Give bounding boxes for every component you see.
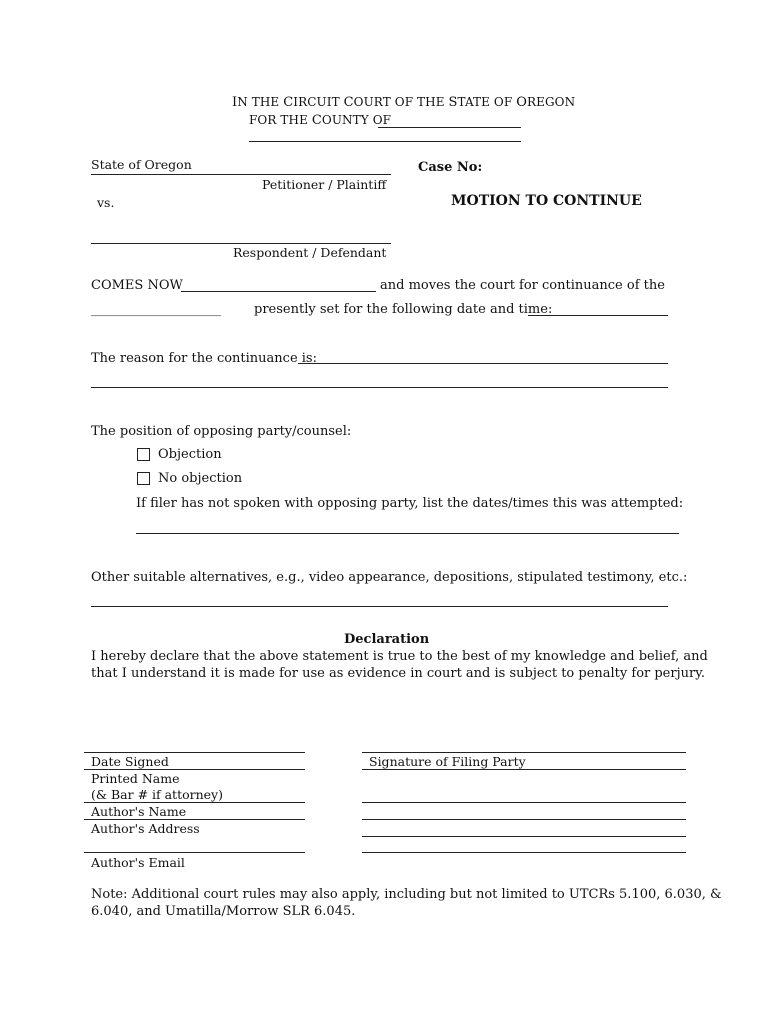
court-text: N THE [237, 95, 284, 109]
matter-blank[interactable]: ____________________ [91, 302, 221, 317]
alternatives-line[interactable] [91, 606, 668, 607]
court-letter: C [311, 113, 322, 128]
court-letter: S [448, 95, 458, 110]
court-text: IRCUIT [293, 95, 344, 109]
right-line-3[interactable] [362, 836, 686, 837]
document-title: MOTION TO CONTINUE [451, 193, 642, 209]
printed-name-label: Printed Name [91, 771, 180, 786]
note-line-1: Note: Additional court rules may also apply, including but not limited to UTCRs 5.100, 6.030, & [91, 887, 722, 902]
party-name-line[interactable] [181, 291, 376, 292]
authors-address-line[interactable] [84, 852, 305, 853]
petitioner-name: State of Oregon [91, 157, 192, 172]
printed-name-line[interactable] [84, 802, 305, 803]
court-text: FOR THE [249, 113, 312, 127]
reason-label: The reason for the continuance is: [91, 351, 317, 366]
court-letter: O [516, 95, 527, 110]
header-rule [249, 141, 521, 142]
declaration-line-2: that I understand it is made for use as evidence in court and is subject to penalty for perjury. [91, 666, 705, 681]
court-text: TATE OF [457, 95, 517, 109]
no-objection-label: No objection [158, 471, 243, 486]
objection-checkbox[interactable] [137, 448, 150, 461]
court-letter: I [232, 95, 238, 110]
court-letter: C [343, 95, 354, 110]
right-line-2[interactable] [362, 819, 686, 820]
respondent-line[interactable] [91, 243, 391, 244]
date-signed-label: Date Signed [91, 754, 169, 769]
moves-text: and moves the court for continuance of the [380, 278, 665, 293]
county-blank-line[interactable] [378, 127, 521, 128]
declaration-line-1: I hereby declare that the above statement is true to the best of my knowledge and belief, and [91, 649, 708, 664]
authors-name-line[interactable] [84, 819, 305, 820]
right-line-4[interactable] [362, 852, 686, 853]
petitioner-line [91, 174, 391, 175]
case-no-label: Case No: [418, 160, 483, 175]
court-name-line2 [249, 113, 391, 128]
comes-now-text: COMES NOW [91, 278, 183, 293]
date-signed-underline [84, 769, 305, 770]
authors-email-label: Author's Email [91, 855, 185, 870]
reason-line-1[interactable] [298, 363, 668, 364]
authors-name-label: Author's Name [91, 804, 187, 819]
position-label: The position of opposing party/counsel: [91, 424, 352, 439]
bar-number-label: (& Bar # if attorney) [91, 787, 223, 802]
petitioner-label: Petitioner / Plaintiff [262, 177, 387, 192]
date-time-line[interactable] [528, 315, 668, 316]
not-spoken-text: If filer has not spoken with opposing party, list the dates/times this was attempted: [136, 496, 684, 511]
court-text: REGON [526, 95, 576, 109]
right-line-1[interactable] [362, 802, 686, 803]
court-text: OURT OF THE [353, 95, 449, 109]
alternatives-label: Other suitable alternatives, e.g., video appearance, depositions, stipulated testimony, etc.: [91, 570, 688, 585]
note-line-2: 6.040, and Umatilla/Morrow SLR 6.045. [91, 904, 356, 919]
signature-underline [362, 769, 686, 770]
signature-line[interactable] [362, 752, 686, 753]
respondent-label: Respondent / Defendant [233, 245, 387, 260]
declaration-heading: Declaration [344, 632, 430, 647]
reason-line-2[interactable] [91, 387, 668, 388]
no-objection-checkbox[interactable] [137, 472, 150, 485]
objection-label: Objection [158, 447, 222, 462]
court-text: OUNTY OF [321, 113, 392, 127]
court-letter: C [283, 95, 294, 110]
signature-label: Signature of Filing Party [369, 754, 526, 769]
attempts-line[interactable] [136, 533, 679, 534]
presently-set-text: presently set for the following date and time: [254, 302, 553, 317]
date-signed-line[interactable] [84, 752, 305, 753]
versus-label: vs. [97, 195, 115, 210]
authors-address-label: Author's Address [91, 821, 200, 836]
court-name-line1 [232, 95, 575, 110]
